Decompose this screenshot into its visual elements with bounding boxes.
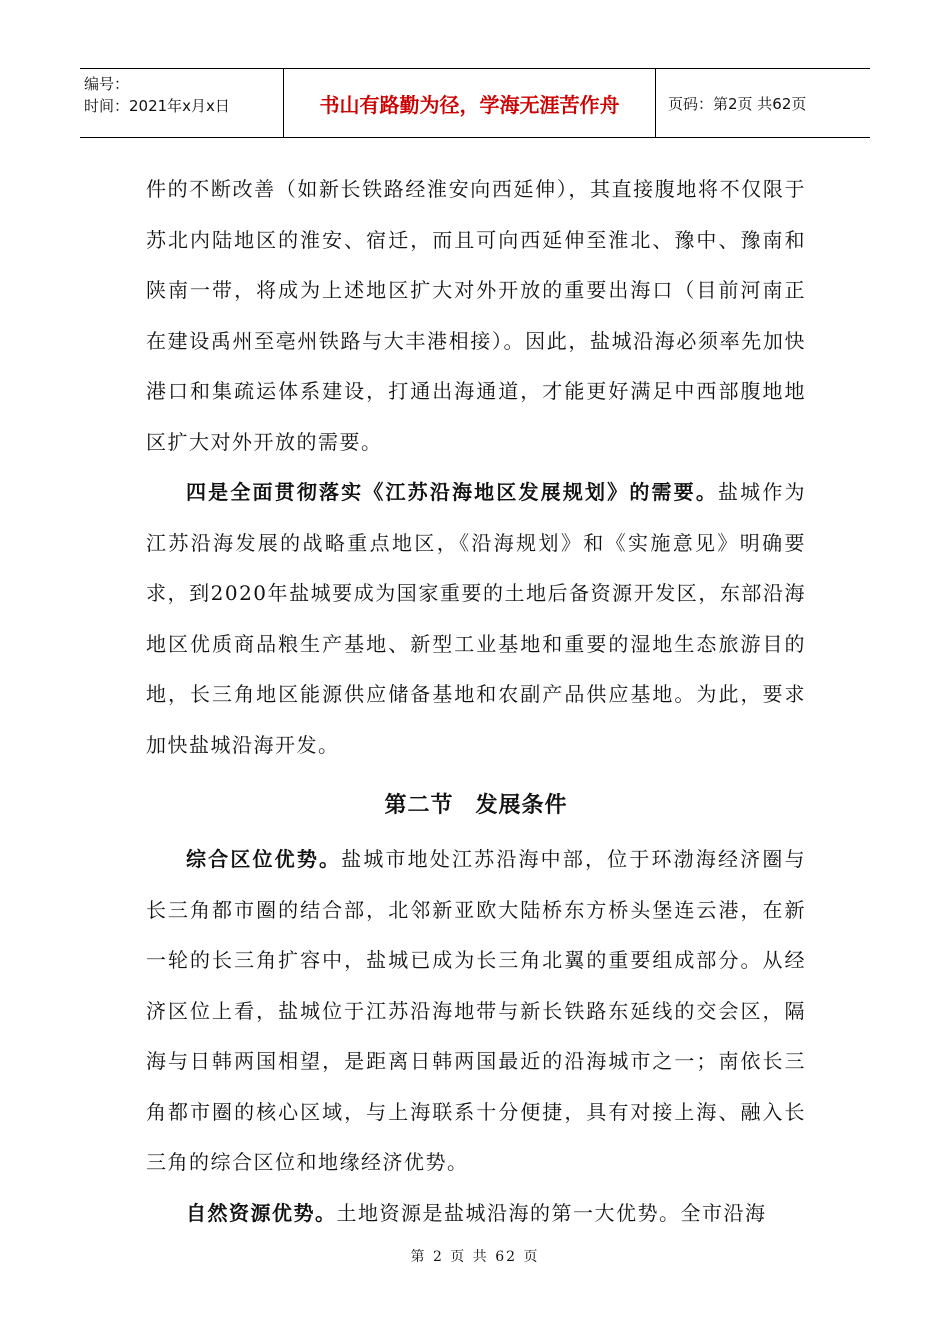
- section-title: [146, 778, 806, 832]
- page-header: [80, 68, 870, 138]
- paragraph-text: 盐城作为江苏沿海发展的战略重点地区，《沿海规划》和《实施意见》明确要求，到2020年盐城要成为国家重要的土地后备资源开发区，东部沿海地区优质商品粮生产基地、新型工业基地和重要的湿地生态旅游目的地，长三角地区能源供应储备基地和农副产品供应基地。为此，要求加快盐城沿海开发。: [146, 480, 807, 757]
- paragraph-heading: 综合区位优势。: [186, 847, 342, 871]
- page-footer: [0, 1246, 950, 1266]
- paragraph-location-advantage: [146, 834, 806, 1188]
- footer-page-number: 第 2 页 共 62 页: [410, 1249, 540, 1265]
- section-number: 第二节: [384, 792, 454, 818]
- header-motto: 书山有路勤为径，学海无涯苦作舟: [284, 69, 656, 137]
- serial-label: 编号：: [84, 75, 130, 93]
- paragraph-text: 土地资源是盐城沿海的第一大优势。全市沿海: [336, 1200, 767, 1225]
- section-name: 发展条件: [475, 792, 568, 818]
- time-label: 时间：2021年x月x日: [84, 97, 230, 115]
- document-body: [146, 164, 806, 1238]
- paragraph-text: 件的不断改善（如新长铁路经淮安向西延伸），其直接腹地将不仅限于苏北内陆地区的淮安、宿迁，而且可向西延伸至淮北、豫中、豫南和陕南一带，将成为上述地区扩大对外开放的重要出海口（目前河南正在建设禹州至亳州铁路与大丰港相接）。因此，盐城沿海必须率先加快港口和集疏运体系建设，打通出海通道，才能更好满足中西部腹地地区扩大对外开放的需要。: [146, 177, 806, 454]
- paragraph-resource-advantage: [146, 1188, 806, 1239]
- paragraph-heading: 四是全面贯彻落实《江苏沿海地区发展规划》的需要。: [186, 480, 718, 504]
- paragraph-text: 盐城市地处江苏沿海中部，位于环渤海经济圈与长三角都市圈的结合部，北邻新亚欧大陆桥东方桥头堡连云港，在新一轮的长三角扩容中，盐城已成为长三角北翼的重要组成部分。从经济区位上看，盐城位于江苏沿海地带与新长铁路东延线的交会区，隔海与日韩两国相望，是距离日韩两国最近的沿海城市之一；南依长三角都市圈的核心区域，与上海联系十分便捷，具有对接上海、融入长三角的综合区位和地缘经济优势。: [146, 847, 807, 1174]
- header-page-info: 页码：第2页 共62页: [668, 94, 807, 113]
- header-left-cell: [80, 69, 284, 137]
- paragraph-heading: 自然资源优势。: [186, 1200, 337, 1225]
- paragraph-four: [146, 467, 806, 770]
- paragraph-continued: [146, 164, 806, 467]
